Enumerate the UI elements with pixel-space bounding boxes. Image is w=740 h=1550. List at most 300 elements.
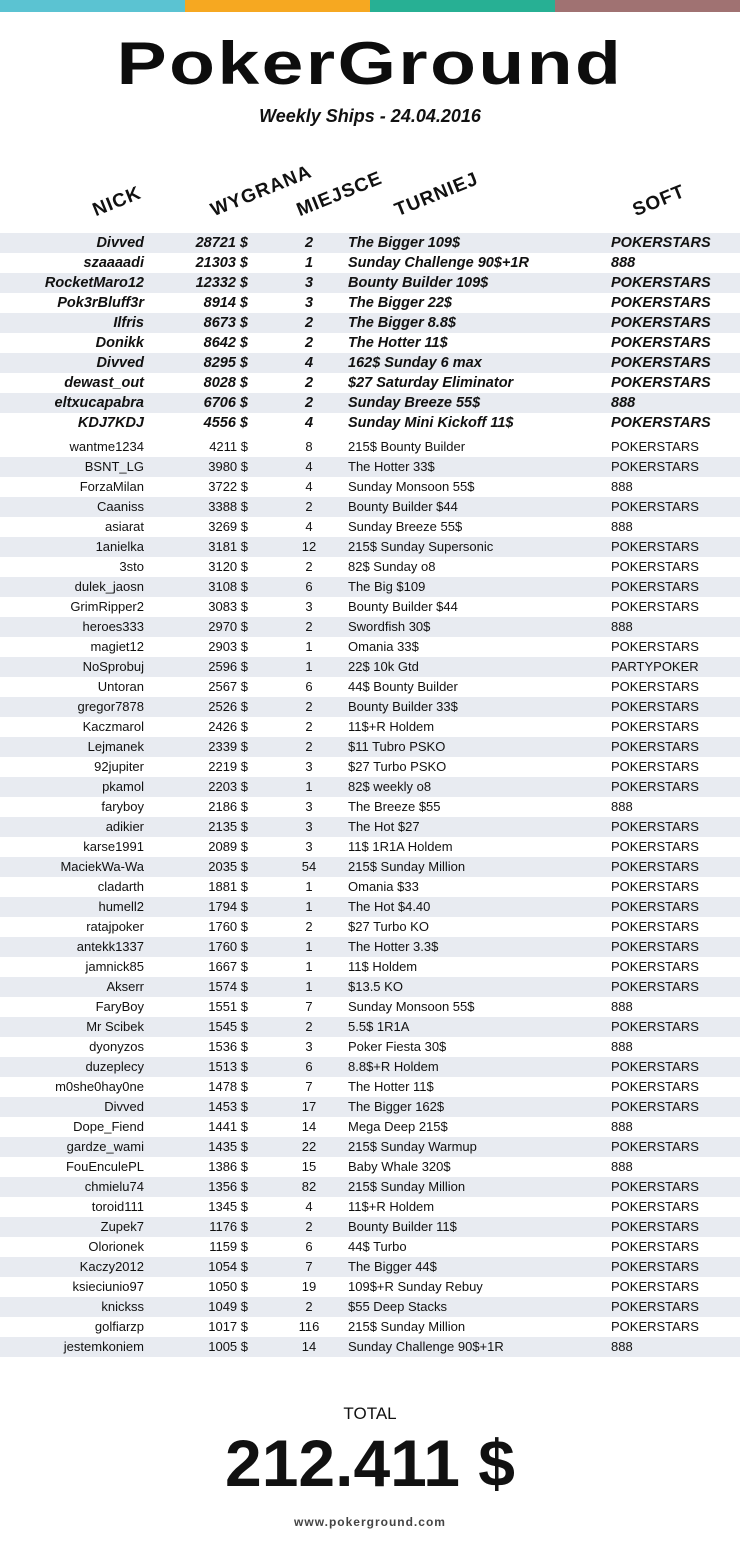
cell-tournament: $11 Tubro PSKO xyxy=(348,739,446,754)
cell-win: 1536 $ xyxy=(208,1039,248,1054)
table-row xyxy=(0,1197,740,1217)
cell-soft: POKERSTARS xyxy=(611,639,699,654)
cell-tournament: Omania 33$ xyxy=(348,639,419,654)
cell-tournament: Sunday Challenge 90$+1R xyxy=(348,255,529,271)
cell-win: 2135 $ xyxy=(208,819,248,834)
cell-tournament: The Hotter 11$ xyxy=(348,335,448,351)
cell-win: 1054 $ xyxy=(208,1259,248,1274)
cell-place: 3 xyxy=(305,819,313,834)
cell-soft: POKERSTARS xyxy=(611,859,699,874)
cell-soft: POKERSTARS xyxy=(611,499,699,514)
cell-tournament: Bounty Builder 11$ xyxy=(348,1219,457,1234)
cell-win: 28721 $ xyxy=(195,235,248,251)
table-row xyxy=(0,537,740,557)
cell-win: 1386 $ xyxy=(208,1159,248,1174)
stripe-cyan xyxy=(0,0,185,12)
cell-soft: POKERSTARS xyxy=(611,1299,699,1314)
cell-tournament: Mega Deep 215$ xyxy=(348,1119,448,1134)
cell-nick: golfiarzp xyxy=(94,1319,144,1334)
table-row xyxy=(0,637,740,657)
cell-soft: POKERSTARS xyxy=(611,1319,699,1334)
cell-place: 17 xyxy=(301,1099,317,1114)
cell-nick: eltxucapabra xyxy=(54,395,144,411)
cell-win: 8642 $ xyxy=(203,335,248,351)
cell-tournament: Poker Fiesta 30$ xyxy=(348,1039,447,1054)
cell-win: 1441 $ xyxy=(208,1119,248,1134)
cell-tournament: Omania $33 xyxy=(348,879,419,894)
table-row xyxy=(0,837,740,857)
cell-soft: POKERSTARS xyxy=(611,315,711,331)
cell-nick: GrimRipper2 xyxy=(70,599,144,614)
cell-nick: Mr Scibek xyxy=(86,1019,144,1034)
table-row xyxy=(0,757,740,777)
cell-win: 2089 $ xyxy=(208,839,248,854)
cell-soft: 888 xyxy=(611,619,633,634)
table-row xyxy=(0,597,740,617)
cell-tournament: 162$ Sunday 6 max xyxy=(348,355,482,371)
cell-place: 2 xyxy=(304,375,314,391)
cell-nick: 3sto xyxy=(119,559,144,574)
cell-win: 2970 $ xyxy=(208,619,248,634)
table-row xyxy=(0,293,740,313)
cell-win: 1478 $ xyxy=(208,1079,248,1094)
cell-soft: POKERSTARS xyxy=(611,819,699,834)
cell-win: 1545 $ xyxy=(208,1019,248,1034)
cell-nick: Untoran xyxy=(97,679,144,694)
cell-place: 2 xyxy=(305,1019,313,1034)
cell-nick: Kaczy2012 xyxy=(79,1259,144,1274)
cell-tournament: 22$ 10k Gtd xyxy=(348,659,419,674)
cell-win: 1005 $ xyxy=(208,1339,248,1354)
cell-nick: adikier xyxy=(105,819,144,834)
cell-nick: toroid111 xyxy=(91,1199,144,1214)
table-row xyxy=(0,1057,740,1077)
cell-place: 12 xyxy=(301,539,317,554)
cell-win: 1551 $ xyxy=(208,999,248,1014)
table-row xyxy=(0,497,740,517)
cell-tournament: 215$ Sunday Warmup xyxy=(348,1139,477,1154)
cell-place: 6 xyxy=(305,579,313,594)
cell-soft: POKERSTARS xyxy=(611,1219,699,1234)
cell-soft: POKERSTARS xyxy=(611,459,699,474)
cell-tournament: Bounty Builder 33$ xyxy=(348,699,458,714)
table-row xyxy=(0,877,740,897)
table-row xyxy=(0,273,740,293)
cell-nick: humell2 xyxy=(98,899,144,914)
cell-soft: POKERSTARS xyxy=(611,1099,699,1114)
cell-tournament: Baby Whale 320$ xyxy=(348,1159,451,1174)
cell-place: 15 xyxy=(301,1159,317,1174)
cell-soft: POKERSTARS xyxy=(611,919,699,934)
table-row xyxy=(0,1017,740,1037)
pokerground-logo: PokerGround xyxy=(116,30,624,97)
cell-nick: Ilfris xyxy=(113,315,144,331)
cell-soft: 888 xyxy=(611,1339,633,1354)
cell-place: 1 xyxy=(304,255,314,271)
cell-soft: 888 xyxy=(611,519,633,534)
cell-place: 3 xyxy=(305,839,313,854)
cell-nick: wantme1234 xyxy=(69,439,144,454)
cell-win: 8914 $ xyxy=(203,295,248,311)
cell-win: 1881 $ xyxy=(208,879,248,894)
cell-place: 1 xyxy=(305,779,313,794)
cell-win: 1574 $ xyxy=(208,979,248,994)
cell-place: 4 xyxy=(305,519,313,534)
cell-win: 1050 $ xyxy=(208,1279,248,1294)
cell-nick: gregor7878 xyxy=(77,699,144,714)
cell-soft: POKERSTARS xyxy=(611,1139,699,1154)
cell-win: 2426 $ xyxy=(208,719,248,734)
table-row xyxy=(0,1237,740,1257)
cell-nick: asiarat xyxy=(104,519,144,534)
cell-nick: Zupek7 xyxy=(100,1219,144,1234)
cell-place: 2 xyxy=(305,739,313,754)
cell-place: 14 xyxy=(301,1339,317,1354)
cell-tournament: The Hot $27 xyxy=(348,819,420,834)
cell-tournament: The Bigger 109$ xyxy=(348,235,461,251)
cell-place: 1 xyxy=(305,639,313,654)
cell-place: 6 xyxy=(305,679,313,694)
table-row xyxy=(0,1257,740,1277)
cell-tournament: $27 Turbo KO xyxy=(348,919,429,934)
cell-win: 8028 $ xyxy=(203,375,248,391)
cell-nick: antekk1337 xyxy=(76,939,144,954)
cell-win: 2526 $ xyxy=(208,699,248,714)
cell-nick: FaryBoy xyxy=(95,999,144,1014)
table-row xyxy=(0,477,740,497)
cell-soft: POKERSTARS xyxy=(611,235,711,251)
table-row xyxy=(0,1217,740,1237)
table-row xyxy=(0,1077,740,1097)
table-row xyxy=(0,1317,740,1337)
cell-nick: Divved xyxy=(96,235,144,251)
cell-place: 2 xyxy=(305,699,313,714)
table-row xyxy=(0,557,740,577)
cell-win: 2203 $ xyxy=(208,779,248,794)
cell-tournament: 215$ Sunday Supersonic xyxy=(348,539,494,554)
cell-tournament: The Hotter 33$ xyxy=(348,459,435,474)
cell-nick: chmielu74 xyxy=(84,1179,144,1194)
cell-win: 2339 $ xyxy=(208,739,248,754)
cell-nick: Dope_Fiend xyxy=(73,1119,144,1134)
cell-nick: Lejmanek xyxy=(87,739,144,754)
table-row xyxy=(0,353,740,373)
cell-win: 6706 $ xyxy=(203,395,248,411)
cell-place: 2 xyxy=(304,335,314,351)
stripe-green xyxy=(370,0,555,12)
cell-tournament: 5.5$ 1R1A xyxy=(348,1019,410,1034)
cell-tournament: 11$ 1R1A Holdem xyxy=(348,839,453,854)
cell-win: 3722 $ xyxy=(208,479,248,494)
table-row xyxy=(0,917,740,937)
cell-nick: Divved xyxy=(96,355,144,371)
cell-nick: szaaaadi xyxy=(83,255,144,271)
cell-place: 2 xyxy=(305,499,313,514)
header-nick: NICK xyxy=(89,182,145,222)
cell-place: 3 xyxy=(305,759,313,774)
cell-win: 2035 $ xyxy=(208,859,248,874)
cell-soft: POKERSTARS xyxy=(611,719,699,734)
cell-tournament: 215$ Sunday Million xyxy=(348,1319,466,1334)
cell-tournament: 215$ Sunday Million xyxy=(348,859,466,874)
cell-nick: KDJ7KDJ xyxy=(77,415,144,431)
cell-win: 3108 $ xyxy=(208,579,248,594)
cell-nick: m0she0hay0ne xyxy=(55,1079,144,1094)
cell-place: 3 xyxy=(305,799,313,814)
cell-win: 3120 $ xyxy=(208,559,248,574)
cell-tournament: The Bigger 44$ xyxy=(348,1259,437,1274)
cell-nick: duzeplecy xyxy=(85,1059,144,1074)
cell-nick: Kaczmarol xyxy=(82,719,144,734)
cell-place: 14 xyxy=(301,1119,317,1134)
page-subtitle: Weekly Ships - 24.04.2016 xyxy=(259,106,481,126)
cell-nick: Donikk xyxy=(95,335,144,351)
cell-tournament: 8.8$+R Holdem xyxy=(348,1059,439,1074)
total-label: TOTAL xyxy=(343,1404,397,1423)
cell-tournament: The Hotter 3.3$ xyxy=(348,939,439,954)
cell-tournament: Sunday Breeze 55$ xyxy=(348,519,463,534)
cell-tournament: The Hotter 11$ xyxy=(348,1079,434,1094)
table-row xyxy=(0,817,740,837)
cell-tournament: 11$+R Holdem xyxy=(348,719,435,734)
cell-soft: POKERSTARS xyxy=(611,899,699,914)
cell-tournament: The Hot $4.40 xyxy=(348,899,431,914)
cell-nick: cladarth xyxy=(97,879,144,894)
cell-win: 1345 $ xyxy=(208,1199,248,1214)
cell-soft: 888 xyxy=(611,1159,633,1174)
cell-soft: 888 xyxy=(611,395,636,411)
cell-place: 4 xyxy=(304,415,314,431)
cell-place: 4 xyxy=(305,479,313,494)
cell-place: 7 xyxy=(305,999,313,1014)
cell-win: 2567 $ xyxy=(208,679,248,694)
cell-soft: 888 xyxy=(611,255,636,271)
cell-place: 2 xyxy=(304,315,314,331)
header-soft: SOFT xyxy=(629,181,689,222)
cell-tournament: 11$+R Holdem xyxy=(348,1199,435,1214)
table-row xyxy=(0,517,740,537)
cell-place: 1 xyxy=(305,979,313,994)
table-row xyxy=(0,457,740,477)
cell-soft: POKERSTARS xyxy=(611,839,699,854)
cell-soft: POKERSTARS xyxy=(611,1059,699,1074)
cell-place: 116 xyxy=(298,1319,320,1334)
table-row xyxy=(0,677,740,697)
cell-win: 2186 $ xyxy=(208,799,248,814)
stripe-mauve xyxy=(555,0,740,12)
table-row xyxy=(0,393,740,413)
cell-tournament: Sunday Monsoon 55$ xyxy=(348,999,475,1014)
cell-nick: dewast_out xyxy=(64,375,144,391)
cell-place: 7 xyxy=(305,1259,313,1274)
cell-place: 3 xyxy=(304,275,314,291)
cell-win: 1356 $ xyxy=(208,1179,248,1194)
table-row xyxy=(0,897,740,917)
cell-nick: ForzaMilan xyxy=(79,479,144,494)
cell-nick: 92jupiter xyxy=(94,759,144,774)
cell-nick: pkamol xyxy=(102,779,144,794)
cell-win: 1794 $ xyxy=(208,899,248,914)
cell-tournament: The Breeze $55 xyxy=(348,799,441,814)
cell-nick: MaciekWa-Wa xyxy=(60,859,144,874)
cell-nick: Caaniss xyxy=(97,499,144,514)
cell-tournament: The Bigger 22$ xyxy=(348,295,452,311)
cell-win: 1017 $ xyxy=(208,1319,248,1334)
cell-win: 1453 $ xyxy=(208,1099,248,1114)
cell-soft: POKERSTARS xyxy=(611,959,699,974)
cell-nick: Olorionek xyxy=(88,1239,144,1254)
cell-soft: POKERSTARS xyxy=(611,335,711,351)
cell-soft: POKERSTARS xyxy=(611,1199,699,1214)
cell-win: 4211 $ xyxy=(209,439,248,454)
cell-place: 2 xyxy=(304,395,314,411)
cell-nick: dyonyzos xyxy=(89,1039,144,1054)
cell-nick: ratajpoker xyxy=(86,919,144,934)
cell-win: 3181 $ xyxy=(208,539,248,554)
cell-nick: BSNT_LG xyxy=(84,459,144,474)
cell-soft: 888 xyxy=(611,1119,633,1134)
table-row xyxy=(0,737,740,757)
cell-soft: POKERSTARS xyxy=(611,1179,699,1194)
cell-soft: POKERSTARS xyxy=(611,699,699,714)
cell-tournament: 215$ Sunday Million xyxy=(348,1179,466,1194)
cell-win: 3083 $ xyxy=(208,599,248,614)
cell-win: 1667 $ xyxy=(208,959,248,974)
table-row xyxy=(0,1097,740,1117)
cell-soft: 888 xyxy=(611,999,633,1014)
cell-place: 1 xyxy=(305,659,313,674)
cell-soft: POKERSTARS xyxy=(611,1079,699,1094)
cell-win: 12332 $ xyxy=(195,275,248,291)
cell-place: 7 xyxy=(305,1079,313,1094)
cell-soft: POKERSTARS xyxy=(611,1259,699,1274)
cell-nick: gardze_wami xyxy=(66,1139,144,1154)
cell-tournament: Sunday Mini Kickoff 11$ xyxy=(348,415,514,431)
table-row xyxy=(0,717,740,737)
cell-nick: faryboy xyxy=(101,799,144,814)
cell-soft: POKERSTARS xyxy=(611,779,699,794)
cell-win: 4556 $ xyxy=(203,415,248,431)
cell-nick: dulek_jaosn xyxy=(74,579,144,594)
cell-place: 6 xyxy=(305,1059,313,1074)
cell-win: 2903 $ xyxy=(208,639,248,654)
cell-place: 4 xyxy=(305,1199,313,1214)
cell-nick: heroes333 xyxy=(82,619,144,634)
cell-tournament: 215$ Bounty Builder xyxy=(348,439,466,454)
cell-tournament: $13.5 KO xyxy=(348,979,403,994)
cell-tournament: Sunday Challenge 90$+1R xyxy=(348,1339,504,1354)
cell-nick: RocketMaro12 xyxy=(44,275,144,291)
table-row xyxy=(0,797,740,817)
table-row xyxy=(0,1157,740,1177)
cell-place: 2 xyxy=(305,719,313,734)
table-row xyxy=(0,657,740,677)
cell-win: 8295 $ xyxy=(203,355,248,371)
total-value: 212.411 $ xyxy=(225,1426,515,1500)
cell-tournament: 11$ Holdem xyxy=(348,959,418,974)
table-row xyxy=(0,1277,740,1297)
cell-soft: POKERSTARS xyxy=(611,559,699,574)
cell-win: 1435 $ xyxy=(208,1139,248,1154)
footer-url: www.pokerground.com xyxy=(294,1515,446,1529)
cell-soft: POKERSTARS xyxy=(611,539,699,554)
cell-place: 2 xyxy=(305,1219,313,1234)
cell-soft: POKERSTARS xyxy=(611,275,711,291)
cell-place: 2 xyxy=(305,619,313,634)
cell-tournament: Bounty Builder $44 xyxy=(348,599,458,614)
cell-tournament: $27 Saturday Eliminator xyxy=(348,375,514,391)
table-row xyxy=(0,1297,740,1317)
cell-place: 1 xyxy=(305,939,313,954)
header-place: MIEJSCE xyxy=(293,167,386,222)
cell-soft: POKERSTARS xyxy=(611,355,711,371)
cell-place: 3 xyxy=(304,295,314,311)
table-row xyxy=(0,1117,740,1137)
cell-soft: PARTYPOKER xyxy=(611,659,699,674)
cell-tournament: 82$ weekly o8 xyxy=(348,779,432,794)
header-win: WYGRANA xyxy=(207,161,316,222)
table-row xyxy=(0,577,740,597)
cell-nick: Pok3rBluff3r xyxy=(57,295,144,311)
cell-place: 19 xyxy=(301,1279,317,1294)
cell-soft: POKERSTARS xyxy=(611,295,711,311)
cell-nick: jestemkoniem xyxy=(63,1339,144,1354)
cell-place: 3 xyxy=(305,1039,313,1054)
table-row xyxy=(0,957,740,977)
cell-soft: POKERSTARS xyxy=(611,679,699,694)
cell-tournament: 44$ Turbo xyxy=(348,1239,407,1254)
cell-soft: POKERSTARS xyxy=(611,739,699,754)
cell-tournament: $27 Turbo PSKO xyxy=(348,759,447,774)
table-row xyxy=(0,1337,740,1357)
cell-nick: Divved xyxy=(104,1099,144,1114)
cell-win: 21303 $ xyxy=(195,255,248,271)
cell-tournament: Bounty Builder $44 xyxy=(348,499,458,514)
cell-nick: ksieciunio97 xyxy=(72,1279,144,1294)
table-row xyxy=(0,437,740,457)
cell-nick: karse1991 xyxy=(83,839,144,854)
table-row xyxy=(0,617,740,637)
cell-win: 1049 $ xyxy=(208,1299,248,1314)
table-row xyxy=(0,313,740,333)
cell-tournament: The Bigger 162$ xyxy=(348,1099,445,1114)
cell-soft: POKERSTARS xyxy=(611,375,711,391)
table-row xyxy=(0,697,740,717)
results-table xyxy=(0,233,740,1357)
table-row xyxy=(0,1037,740,1057)
table-row xyxy=(0,253,740,273)
cell-win: 3980 $ xyxy=(208,459,248,474)
table-row xyxy=(0,373,740,393)
cell-soft: POKERSTARS xyxy=(611,1019,699,1034)
cell-win: 1513 $ xyxy=(208,1059,248,1074)
table-row xyxy=(0,997,740,1017)
cell-place: 22 xyxy=(301,1139,317,1154)
cell-place: 1 xyxy=(305,959,313,974)
cell-place: 6 xyxy=(305,1239,313,1254)
cell-nick: magiet12 xyxy=(90,639,144,654)
table-row xyxy=(0,1177,740,1197)
cell-nick: Akserr xyxy=(106,979,144,994)
cell-soft: POKERSTARS xyxy=(611,439,699,454)
cell-win: 1159 $ xyxy=(209,1239,248,1254)
cell-tournament: Sunday Breeze 55$ xyxy=(348,395,481,411)
cell-tournament: Swordfish 30$ xyxy=(348,619,431,634)
cell-soft: POKERSTARS xyxy=(611,939,699,954)
cell-soft: POKERSTARS xyxy=(611,579,699,594)
table-row xyxy=(0,937,740,957)
cell-place: 4 xyxy=(304,355,314,371)
